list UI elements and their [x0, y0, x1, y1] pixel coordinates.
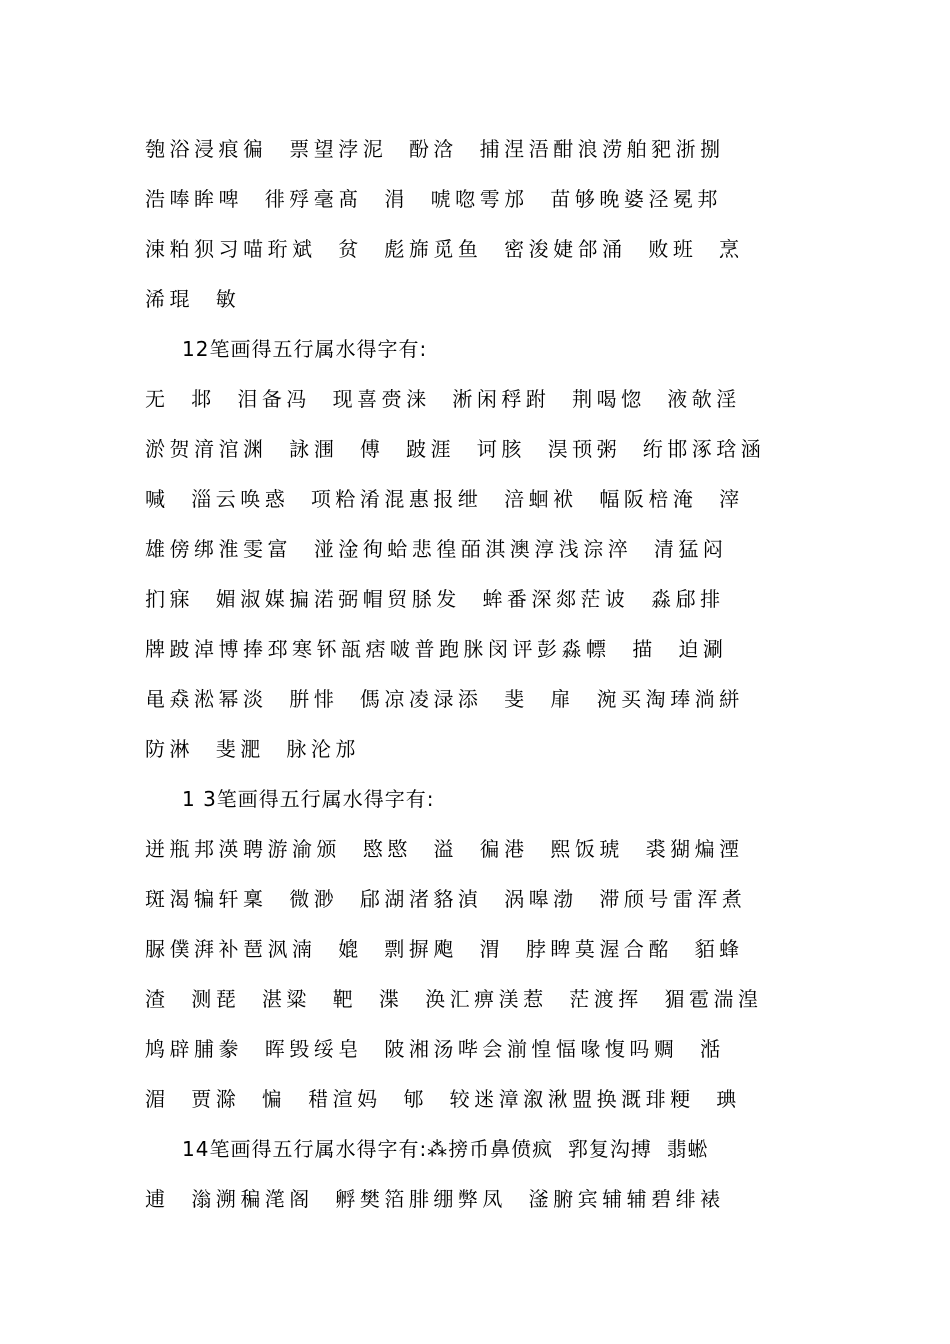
- text-line: 牌跛淖博捧邳寒钚瓿痞啵普跑脒闵评彭淼幖 描 迫涮: [145, 637, 728, 661]
- text-line: 雄傍绑淮雯富 湴淦徇蛤悲徨皕淇澳淳浅淙淬 清猛闷: [145, 537, 728, 561]
- text-line: 浠琨 敏: [145, 287, 241, 311]
- text-line: 匏浴浸痕徧 票望浡泥 酚浛 捕涅浯酣浪涝舶豝浙捌: [145, 137, 725, 161]
- section-heading-14-strokes: 14笔画得五行属水得字有:⁂搒币鼻偾疯 郛复沟搏 翡蜙: [182, 1137, 709, 1161]
- text-line: 逋 滃溯稨滗阁 孵樊箔腓绷弊凤 滏腑宾辅辅碧绯裱: [145, 1187, 725, 1211]
- section-heading-12-strokes: 12笔画得五行属水得字有:: [182, 337, 428, 361]
- document-body: [145, 124, 865, 1224]
- text-line: 渣 测琵 湛粱 靶 渫 涣汇痹渼惹 茫渡挥 猸雹湍湟: [145, 987, 763, 1011]
- text-line: 涑粕狈习喵珩斌 贫 彪旆觅鱼 密浚婕郃涌 败班 烹: [145, 237, 744, 261]
- section-heading-13-strokes: 1 3笔画得五行属水得字有:: [182, 787, 435, 811]
- text-line: 黾猋淞幂淡 腁悱 傌凉凌渌添 斐 扉 涴买淘琫淌絣: [145, 687, 744, 711]
- text-line: 淤贺湇涫渊 詠涠 傅 跛涯 诃胲 淏顸粥 绗邯涿琀涵: [145, 437, 766, 461]
- text-line: 迸瓶邦渶聘游渝颁 愍愍 溢 徧港 熙饭琥 裘猢煸湮: [145, 837, 744, 861]
- text-line: 扪寐 媚淑媒揙渃弼帽贸脎发 蛑番深郯茫诐 淼郈排: [145, 587, 725, 611]
- text-line: 喊 淄云唤惑 项粭淆混惠报绁 涪蛔袱 幅阪棓淹 滓: [145, 487, 744, 511]
- text-line: 无 邶 泪备冯 现喜赍涞 淅闲稃跗 荆喝惚 液欹淫: [145, 387, 741, 411]
- text-line: 鸠辟脯豢 晖毁绥皂 陂湘汤哔会湔惶愊喙愎吗赒 湉: [145, 1037, 725, 1061]
- text-line: 脲僕湃补琶沨湳 媲 剽摒飑 渭 脖睥莫渥合酩 貊蜂: [145, 937, 744, 961]
- text-line: 浩唪眸啤 徘殍毫髙 涓 唬唿雩邡 苗够晚婆泾冕邦: [145, 187, 722, 211]
- text-line: 湄 贾滁 惼 稓渲妈 郇 较迷漳溆湫盟换溉琲粳 琠: [145, 1087, 741, 1111]
- text-line: 防淋 斐淝 脉沦邡: [145, 737, 360, 761]
- text-line: 斑渴犏轩稟 微渺 郈湖渚貉湞 涡嗥渤 滞颀号雷浑煮: [145, 887, 747, 911]
